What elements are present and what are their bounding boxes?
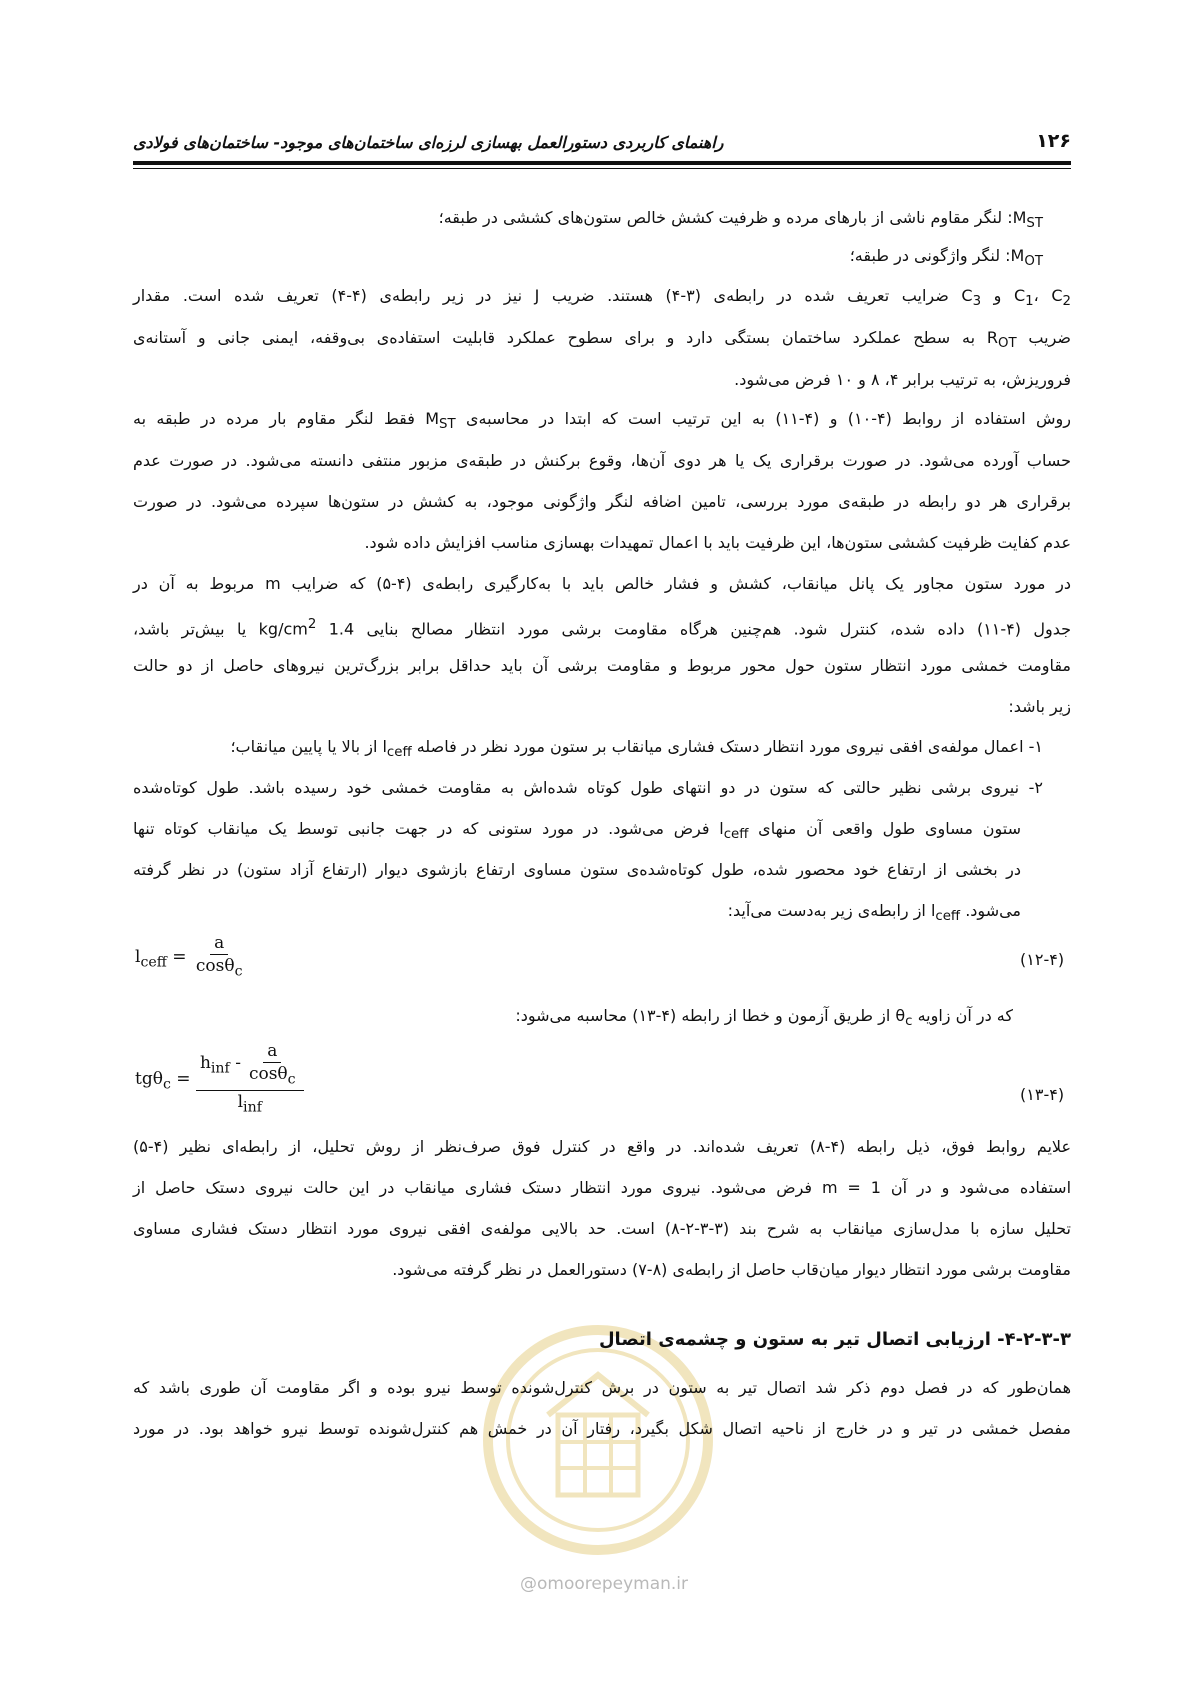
eq13-lhs: tgθ$_c$ = bbox=[135, 1068, 191, 1093]
section-heading: ۴-۲-۳-۳- ارزیابی اتصال تیر به ستون و چشمه‌ی اتصال bbox=[598, 1329, 1071, 1350]
para4-line4: مقاومت برشی مورد انتظار دیوار میان‌قاب حاصل از رابطه‌ی (۸-۷) دستورالعمل در نظر گرفته می‌شود. bbox=[392, 1260, 1071, 1279]
page-number: ۱۲۶ bbox=[1036, 130, 1071, 152]
equation-12-number: (۱۲-۴) bbox=[1020, 950, 1065, 969]
def-mot: $M_{OT}$: لنگر واژگونی در طبقه؛ bbox=[849, 246, 1043, 270]
header-rule-thick bbox=[133, 161, 1071, 165]
list-item-2-line3: در بخشی از ارتفاع خود محصور شده، طول کوتاه‌شده‌ی ستون مساوی ارتفاع بازشوی دیوار (ارتفاع آزاد ستون) در نظر گرفته bbox=[133, 860, 1021, 879]
para1-line3: فروریزش، به ترتیب برابر ۴، ۸ و ۱۰ فرض می‌شود. bbox=[734, 370, 1071, 389]
eq13-num-main: $h_{inf}$ - bbox=[199, 1052, 241, 1076]
list-item-1: ۱- اعمال مولفه‌ی افقی نیروی مورد انتظار دستک فشاری میانقاب بر ستون مورد نظر در فاصله $l_{ceff}$ از بالا یا پایین میانقاب؛ bbox=[230, 737, 1043, 761]
running-header bbox=[133, 124, 1071, 152]
para5-line2: مفصل خمشی در تیر و در خارج از ناحیه اتصال شکل بگیرد، رفتار آن در خمش هم کنترل‌شونده توسط نیرو خواهد بود. در مورد bbox=[133, 1419, 1071, 1438]
list-item-2-line2: ستون مساوی طول واقعی آن منهای $l_{ceff}$ فرض می‌شود. در مورد ستونی که در جهت جانبی توسط یک میانقاب کوتاه تنها bbox=[133, 819, 1021, 843]
header-title: راهنمای کاربردی دستورالعمل بهسازی لرزه‌ای ساختمان‌های موجود- ساختمان‌های فولادی bbox=[133, 133, 724, 152]
list-item-2-line1: ۲- نیروی برشی نظیر حالتی که ستون در دو انتهای طول کوتاه شده‌اش به مقاومت خمشی خود رسیده باشد. طول کوتاه‌شده bbox=[133, 778, 1043, 797]
para3-line4: زیر باشد: bbox=[1008, 697, 1071, 716]
header-rule-thin bbox=[133, 168, 1071, 169]
watermark-text: @omoorepeyman.ir bbox=[520, 1574, 689, 1594]
eq13-denominator: $l_{inf}$ bbox=[237, 1092, 262, 1116]
eq12-fraction bbox=[192, 932, 247, 982]
para4-line2: استفاده می‌شود و در آن m = 1 فرض می‌شود. نیروی مورد انتظار دستک فشاری میانقاب در این حالت نیروی دستک حاصل از bbox=[133, 1178, 1072, 1197]
eq-between-text: که در آن زاویه $\theta_c$ از طریق آزمون و خطا از رابطه (۴-۱۳) محاسبه می‌شود: bbox=[515, 1006, 1013, 1030]
equation-13-number: (۱۳-۴) bbox=[1020, 1085, 1065, 1104]
eq13-inner-num: a bbox=[263, 1040, 281, 1063]
para2-line4: عدم کفایت ظرفیت کششی ستون‌ها، این ظرفیت باید با اعمال تمهیدات بهسازی مناسب افزایش داده شود. bbox=[364, 533, 1071, 552]
para3-line3: مقاومت خمشی مورد انتظار ستون حول محور مربوط و مقاومت برشی آن باید حداقل برابر بزرگ‌ترین نیروهای حاصل از دو حالت bbox=[133, 656, 1071, 675]
para5-line1: همان‌طور که در فصل دوم ذکر شد اتصال تیر به ستون در برش کنترل‌شونده توسط نیرو بوده و اگر مقاومت آن طوری باشد که bbox=[133, 1378, 1071, 1397]
para1-line1: $C_1،$ $C_2$ و $C_3$ ضرایب تعریف شده در رابطه‌ی (۳-۴) هستند. ضریب J نیز در زیر رابطه‌ی (۴-۴) تعریف شده است. مقدار bbox=[133, 286, 1072, 310]
eq13-inner-fraction bbox=[245, 1040, 300, 1090]
para4-line1: علایم روابط فوق، ذیل رابطه (۴-۸) تعریف شده‌اند. در واقع در کنترل فوق صرف‌نظر از روش تحلیل، از رابطه‌ای نظیر (۴-۵) bbox=[133, 1137, 1072, 1156]
eq13-fraction bbox=[196, 1040, 304, 1119]
eq12-numerator: a bbox=[210, 932, 228, 955]
eq12-denominator: cosθ$_c$ bbox=[195, 956, 243, 980]
list-item-2-line4: می‌شود. $l_{ceff}$ از رابطه‌ی زیر به‌دست می‌آید: bbox=[727, 901, 1021, 925]
eq13-numerator bbox=[196, 1040, 304, 1091]
para4-line3: تحلیل سازه با مدل‌سازی میانقاب به شرح بند (۳-۳-۲-۸) است. حد بالایی مولفه‌ی افقی نیروی مورد انتظار دستک فشاری مساوی bbox=[133, 1219, 1072, 1238]
para3-line2: جدول (۴-۱۱) داده شده، کنترل شود. هم‌چنین هرگاه مقاومت برشی مورد انتظار مصالح بنایی 1.4 $kg/cm^2$ یا بیش‌تر باشد، bbox=[133, 617, 1072, 639]
eq12-lhs: $l_{ceff}$ = bbox=[135, 946, 187, 971]
para3-line1: در مورد ستون مجاور یک پانل میانقاب، کشش و فشار خالص باید با به‌کارگیری رابطه‌ی (۴-۵) که ضرایب m مربوط به آن در bbox=[133, 574, 1072, 593]
eq13-inner-den: cosθ$_c$ bbox=[248, 1064, 296, 1088]
def-mst: $M_{ST}$: لنگر مقاوم ناشی از بارهای مرده و ظرفیت کشش خالص ستون‌های کششی در طبقه؛ bbox=[438, 208, 1043, 232]
para1-line2: ضریب $R_{OT}$ به سطح عملکرد ساختمان بستگی دارد و برای سطوح عملکرد قابلیت استفاده‌ی بی‌وقفه، ایمنی جانی و آستانه‌ی bbox=[133, 328, 1072, 352]
equation-12 bbox=[135, 932, 247, 982]
para2-line1: روش استفاده از روابط (۴-۱۰) و (۴-۱۱) به این ترتیب است که ابتدا در محاسبه‌ی $M_{ST}$ فقط لنگر مقاوم بار مرده در طبقه به bbox=[133, 409, 1072, 433]
para2-line3: برقراری هر دو رابطه در طبقه‌ی مورد بررسی، تامین اضافه لنگر واژگونی موجود، به کشش در ستون‌ها سپرده می‌شود. در صورت bbox=[133, 492, 1071, 511]
equation-13 bbox=[135, 1040, 304, 1119]
para2-line2: حساب آورده می‌شود. در صورت برقراری یک یا هر دوی آن‌ها، وقوع برکنش در طبقه‌ی مزبور منتفی دانسته می‌شود. در صورت عدم bbox=[133, 451, 1071, 470]
